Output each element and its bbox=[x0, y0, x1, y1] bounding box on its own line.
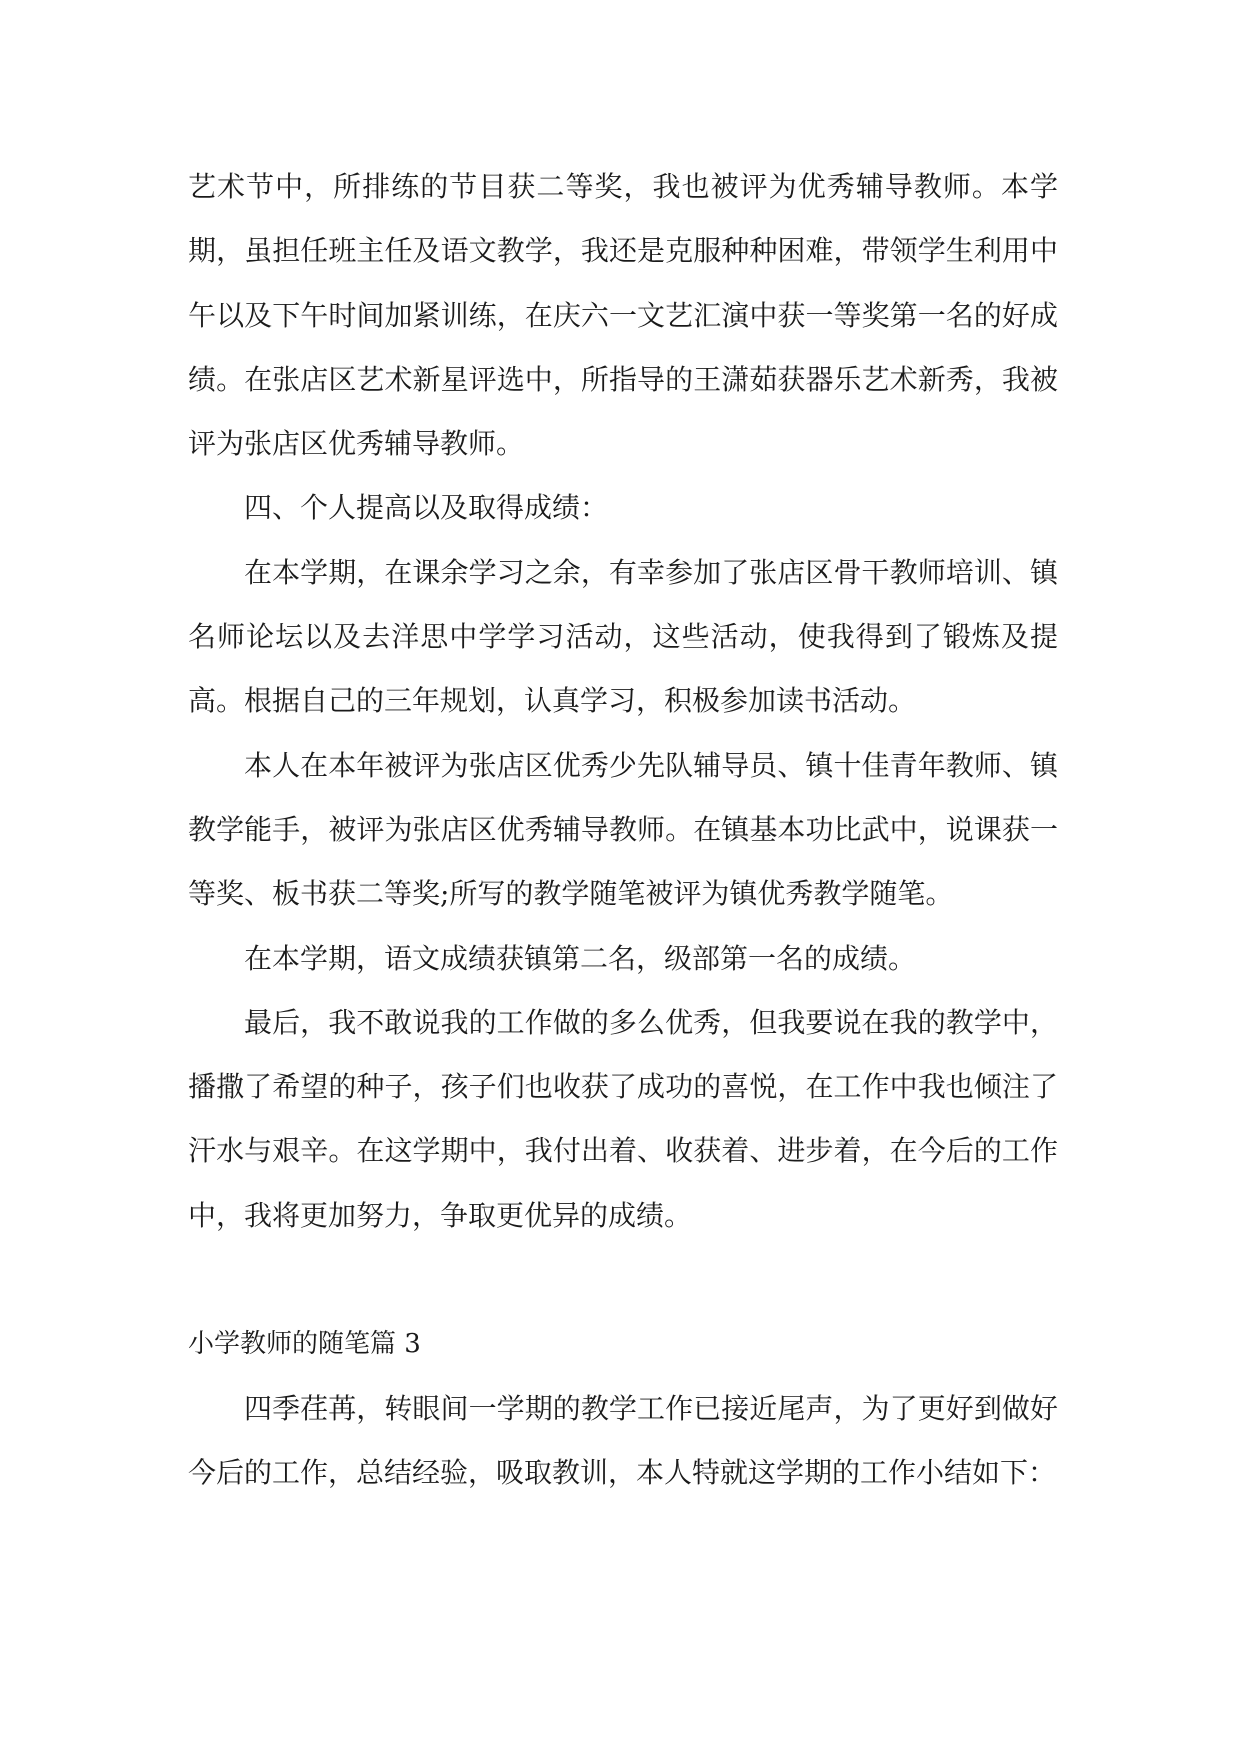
paragraph-training: 在本学期，在课余学习之余，有幸参加了张店区骨干教师培训、镇名师论坛以及去洋思中学学习活动，这些活动，使我得到了锻炼及提高。根据自己的三年规划，认真学习，积极参加读书活动。 bbox=[188, 555, 1058, 718]
paragraph-section-intro: 四季荏苒，转眼间一学期的教学工作已接近尾声，为了更好到做好今后的工作，总结经验，吸取教训，本人特就这学期的工作小结如下： bbox=[188, 1391, 1058, 1489]
paragraph-conclusion: 最后，我不敢说我的工作做的多么优秀，但我要说在我的教学中，播撒了希望的种子，孩子们也收获了成功的喜悦，在工作中我也倾注了汗水与艰辛。在这学期中，我付出着、收获着、进步着，在今后的工作中，我将更加努力，争取更优异的成绩。 bbox=[188, 1005, 1058, 1232]
document-body bbox=[188, 155, 1058, 1505]
section-title: 小学教师的随笔篇 3 bbox=[188, 1329, 421, 1360]
paragraph-results: 在本学期，语文成绩获镇第二名，级部第一名的成绩。 bbox=[244, 941, 917, 975]
paragraph-continuation: 艺术节中，所排练的节目获二等奖，我也被评为优秀辅导教师。本学期，虽担任班主任及语文教学，我还是克服种种困难，带领学生利用中午以及下午时间加紧训练，在庆六一文艺汇演中获一等奖第一名的好成绩。在张店区艺术新星评选中，所指导的王潇茹获器乐艺术新秀，我被评为张店区优秀辅导教师。 bbox=[188, 170, 1058, 461]
section-gap bbox=[188, 1248, 1058, 1312]
heading-personal-improvement: 四、个人提高以及取得成绩： bbox=[244, 491, 609, 525]
paragraph-awards: 本人在本年被评为张店区优秀少先队辅导员、镇十佳青年教师、镇教学能手，被评为张店区优秀辅导教师。在镇基本功比武中，说课获一等奖、板书获二等奖;所写的教学随笔被评为镇优秀教学随笔。 bbox=[188, 748, 1058, 911]
